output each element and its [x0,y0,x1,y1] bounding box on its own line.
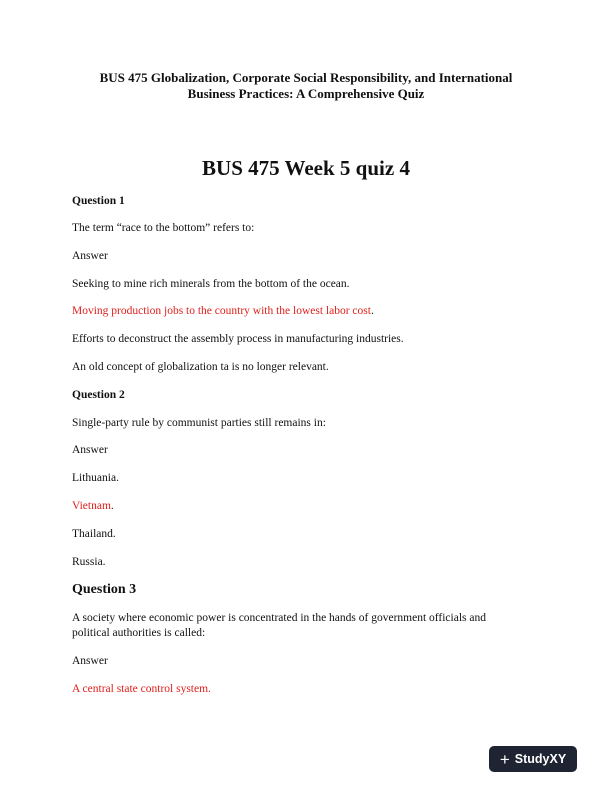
question-3-heading: Question 3 [72,582,137,597]
question-3-correct-answer: A central state control system. [72,683,211,695]
page-title: BUS 475 Week 5 quiz 4 [202,156,410,180]
question-1-option-2-period: . [370,305,374,317]
question-3-prompt-line-1: A society where economic power is concentrated in the hands of government officials and [72,612,486,624]
question-1-option-4: An old concept of globalization ta is no longer relevant. [72,361,329,373]
question-2-option-2-period: . [110,500,114,512]
question-2-prompt: Single-party rule by communist parties still remains in: [72,417,326,429]
question-3-prompt-line-2: political authorities is called: [72,627,206,639]
question-2-answer-label: Answer [72,444,108,456]
question-1-answer-label: Answer [72,250,108,262]
question-1-option-1: Seeking to mine rich minerals from the bottom of the ocean. [72,278,350,290]
question-2-option-3: Thailand. [72,528,116,540]
question-1-prompt: The term “race to the bottom” refers to: [72,222,255,234]
question-2-option-2 [72,499,542,513]
question-1-option-3: Efforts to deconstruct the assembly process in manufacturing industries. [72,333,404,345]
document-header [60,70,552,102]
brand-name: StudyXY [514,752,567,766]
question-2-correct-answer: Vietnam [72,500,111,512]
question-2-option-4: Russia. [72,556,106,568]
plus-icon: + [499,749,510,769]
question-1-heading: Question 1 [72,195,125,207]
question-1-correct-answer: Moving production jobs to the country with the lowest labor cost [72,305,371,317]
question-2-option-1: Lithuania. [72,472,119,484]
question-3-answer-label: Answer [72,655,108,667]
question-2-heading: Question 2 [72,389,125,401]
document-header-line-2: Business Practices: A Comprehensive Quiz [187,86,425,101]
document-header-line-1: BUS 475 Globalization, Corporate Social Responsibility, and International [99,70,513,85]
question-1-option-2 [72,304,542,318]
studyxy-badge[interactable] [489,746,577,772]
